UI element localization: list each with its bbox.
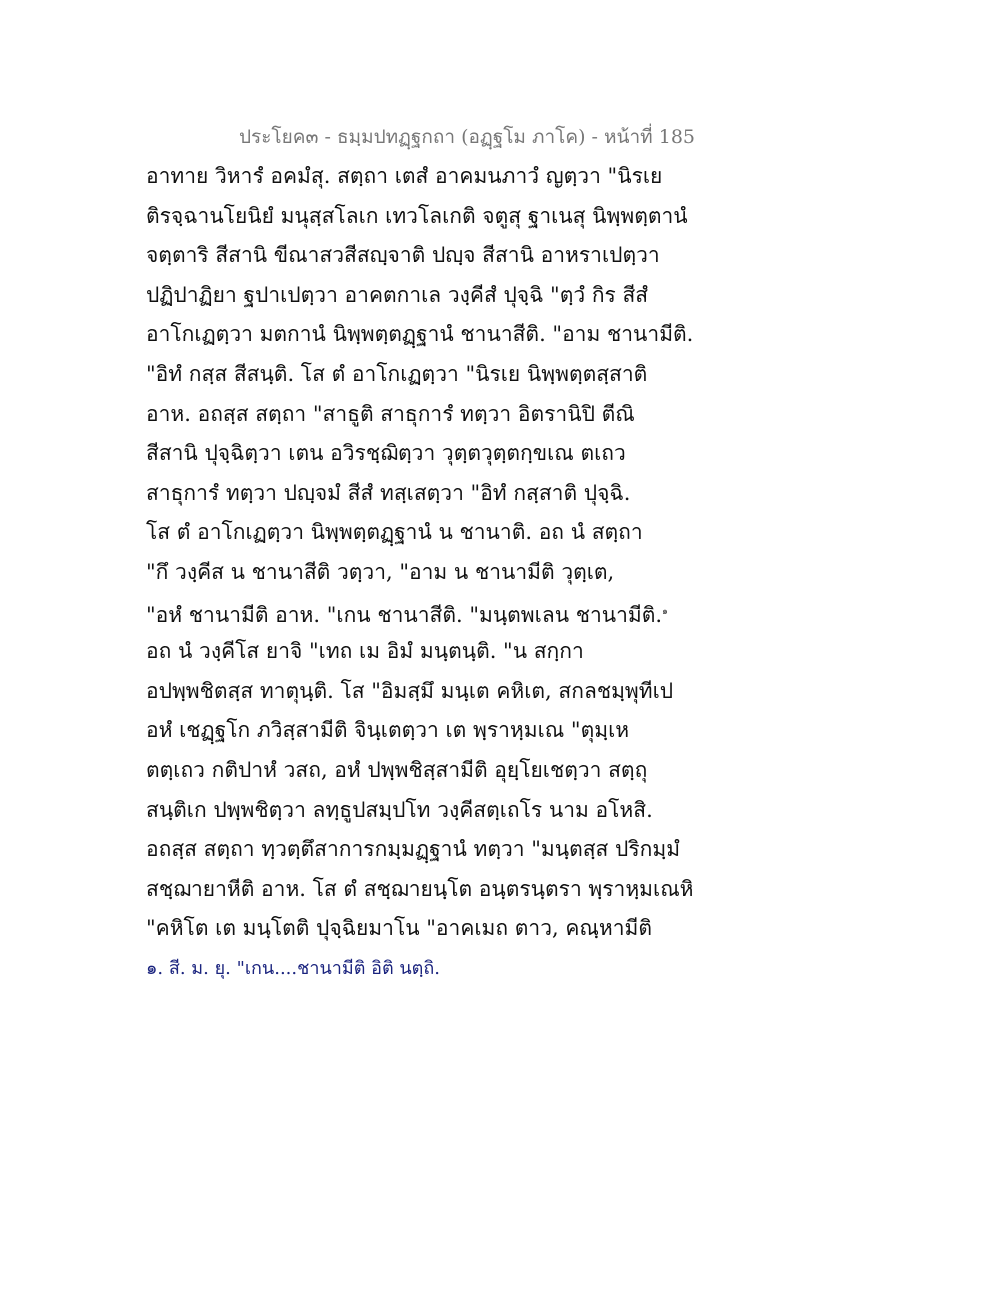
- text-line: อาทาย วิหารํ อคมํสุ. สตฺถา เตสํ อาคมนภาวํ ญตฺวา "นิรเย: [146, 164, 663, 188]
- text-line: "กึ วงฺคีส น ชานาสีติ วตฺวา, "อาม น ชานามีติ วุตฺเต,: [146, 559, 615, 584]
- text-line: สชฺฌายาหีติ อาห. โส ตํ สชฺฌายนฺโต อนฺตรนฺตรา พฺราหฺมเณหิ: [146, 876, 694, 901]
- text-line: อหํ เชฏฺฐโก ภวิสฺสามีติ จินฺเตตฺวา เต พฺราหฺมเณ "ตุมฺเห: [146, 718, 630, 743]
- footnote: ๑. สี. ม. ยุ. "เกน....ชานามีติ อิติ นตฺถิ.: [146, 958, 440, 979]
- text-line-content: "อหํ ชานามีติ อาห. "เกน ชานาสีติ. "มนฺตพเลน ชานามีติ.: [146, 602, 663, 627]
- body-text: [146, 157, 706, 949]
- text-line: ติรจฺฉานโยนิยํ มนุสฺสโลเก เทวโลเกติ จตูสุ ฐาเนสุ นิพฺพตฺตานํ: [146, 203, 688, 228]
- text-line: "อิทํ กสฺส สีสนฺติ. โส ตํ อาโกเฏตฺวา "นิรเย นิพฺพตฺตสฺสาติ: [146, 361, 648, 386]
- text-line: ตตฺเถว กติปาหํ วสถ, อหํ ปพฺพชิสฺสามีติ อุยฺโยเชตฺวา สตฺถุ: [146, 757, 648, 782]
- text-line: อาห. อถสฺส สตฺถา "สาธูติ สาธุการํ ทตฺวา อิตรานิปิ ตีณิ: [146, 401, 635, 426]
- footnote-marker: ๑: [662, 606, 668, 617]
- text-line: อถสฺส สตฺถา ทฺวตฺตึสาการกมฺมฏฺฐานํ ทตฺวา "มนฺตสฺส ปริกมฺมํ: [146, 837, 681, 862]
- text-line: สนฺติเก ปพฺพชิตฺวา ลทฺธูปสมฺปโท วงฺคีสตฺเถโร นาม อโหสิ.: [146, 797, 653, 822]
- text-line-with-footnote: [146, 593, 706, 633]
- text-line: ปฏิปาฏิยา ฐปาเปตฺวา อาคตกาเล วงฺคีสํ ปุจฺฉิ "ตฺวํ กิร สีสํ: [146, 282, 649, 307]
- text-line: อาโกเฏตฺวา มตกานํ นิพฺพตฺตฏฺฐานํ ชานาสีติ. "อาม ชานามีติ.: [146, 322, 694, 347]
- text-line: จตฺตาริ สีสานิ ขีณาสวสีสญฺจาติ ปญฺจ สีสานิ อาหราเปตฺวา: [146, 243, 660, 268]
- text-line: สาธุการํ ทตฺวา ปญฺจมํ สีสํ ทสฺเสตฺวา "อิทํ กสฺสาติ ปุจฺฉิ.: [146, 480, 631, 505]
- text-line: สีสานิ ปุจฺฉิตฺวา เตน อวิรชฺฌิตฺวา วุตฺตวุตฺตกฺขเณ ตเถว: [146, 441, 626, 466]
- running-header: ประโยค๓ - ธมฺมปทฏฺฐกถา (อฏฺฐโม ภาโค) - หน้าที่ 185: [238, 126, 695, 148]
- text-line: "คหิโต เต มนฺโตติ ปุจฺฉิยมาโน "อาคเมถ ตาว, คณฺหามีติ: [146, 916, 652, 941]
- text-line: อปพฺพชิตสฺส ทาตุนฺติ. โส "อิมสฺมึ มนฺเต คหิเต, สกลชมฺพุทีเป: [146, 678, 674, 703]
- text-line: โส ตํ อาโกเฏตฺวา นิพฺพตฺตฏฺฐานํ น ชานาติ. อถ นํ สตฺถา: [146, 520, 643, 545]
- text-line: อถ นํ วงฺคีโส ยาจิ "เทถ เม อิมํ มนฺตนฺติ. "น สกฺกา: [146, 639, 584, 664]
